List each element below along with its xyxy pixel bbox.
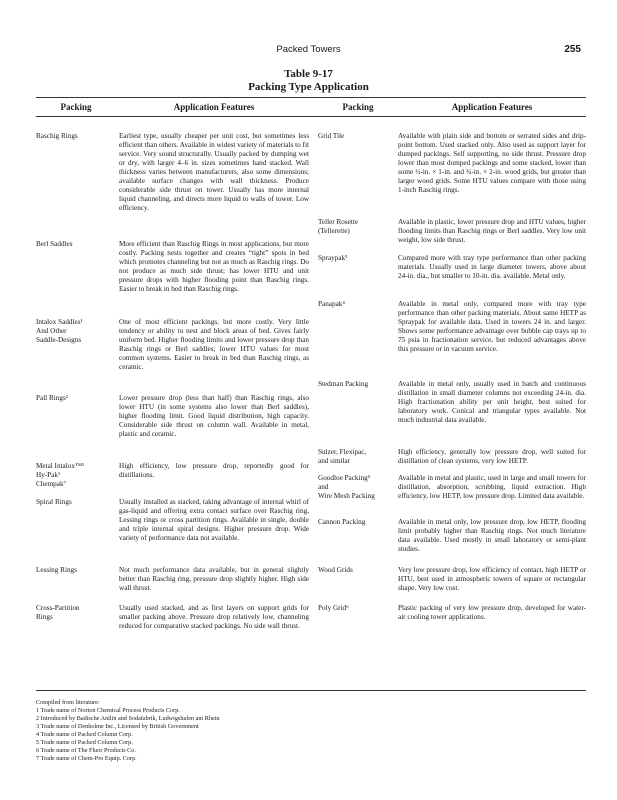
- packing-features: Not much performance data available, but in general slightly better than Raschig ring, pressure drop slightly higher. High side wall thrust.: [119, 566, 309, 592]
- packing-name: Cannon Packing: [318, 518, 366, 526]
- packing-name: Spiral Rings: [36, 498, 72, 506]
- footnote-line: 7 Trade name of Chem-Pro Equip. Corp.: [36, 755, 137, 762]
- packing-features: Very low pressure drop, low efficiency of contact, high HETP or HTU, best used in atmospheric towers of square or rectangular shape. Very low cost.: [398, 566, 586, 592]
- packing-name: Stedman Packing: [318, 380, 369, 388]
- footnote-line: 3 Trade name of Denholme Inc., Licensed by British Government: [36, 723, 199, 730]
- packing-name: Spraypak³: [318, 254, 348, 262]
- packing-name: Sulzer, Flexipac, and similar: [318, 448, 367, 465]
- table-top-rule: [36, 97, 586, 98]
- packing-name: Pall Rings²: [36, 394, 68, 402]
- packing-name: Raschig Rings: [36, 132, 78, 140]
- packing-name: Berl Saddles: [36, 240, 73, 248]
- packing-features: Available in plastic, lower pressure drop and HTU values, higher flooding limits than Raschig rings or Berl saddles. Very low unit weight, low side thrust.: [398, 218, 586, 244]
- packing-name: Wood Grids: [318, 566, 353, 574]
- footnote-line: 4 Trade name of Packed Column Corp.: [36, 731, 133, 738]
- table-footnotes: [36, 699, 576, 763]
- footnote-line: 6 Trade name of The Fluor Products Co.: [36, 747, 136, 754]
- running-head-title: Packed Towers: [276, 44, 341, 55]
- table-number: Table 9-17: [284, 68, 333, 80]
- packing-features: High efficiency, generally low pressure drop, well suited for distillation of clean systems, very low HETP.: [398, 448, 586, 465]
- packing-features: More efficient than Raschig Rings in most applications, but more costly. Packing nests together and creates “tight” spots in bed which promotes channeling but not as much as Raschig rings. Do not produce as much side thrust; has lower HTU and unit pressure drops with higher flooding point than Raschig rings. Easier to break in bed than Raschig rings.: [119, 240, 309, 293]
- footnote-line: 2 Introduced by Badische Anilin and Sodafabrik, Ludwigshafen am Rhein: [36, 715, 220, 722]
- packing-name: Lessing Rings: [36, 566, 77, 574]
- packing-name: Teller Rosette (Tellerette): [318, 218, 359, 235]
- table-title: Packing Type Application: [248, 81, 369, 93]
- packing-name: Goodloe Packing⁵ and Wire Mesh Packing: [318, 474, 375, 500]
- packing-features: Compared more with tray type performance than other packing materials. Usually used in large diameter towers, above about 24-in. dia., but smaller to 10-in. dia. available. Metal only.: [398, 254, 586, 280]
- packing-features: One of most efficient packings, but more costly. Very little tendency or ability to nest and block areas of bed. Gives fairly uniform bed. Higher flooding limits and lower pressure drop than Raschig rings or Berl saddles; lower HTU values for most common systems. Easier to break in bed than Raschig rings, as ceramic.: [119, 318, 309, 371]
- header-packing-left: Packing: [60, 102, 92, 112]
- packing-name: Poly Grid⁶: [318, 604, 349, 612]
- packing-features: Available with plain side and bottom or serrated sides and drip-point bottom. Used stacked only. Also used as support layer for dumped packings. Self supporting, no side thrust. Pressure drop lower than most dumped packings and some stacked, lower than some ½-in. × 1-in. and ¾-in. × 2-in. wood grids, but greater than larger wood grids. Some HTU values compare with those using 1-inch Raschig rings.: [398, 132, 586, 194]
- packing-features: Usually used stacked, and as first layers on support grids for smaller packing above. Pressure drop relatively low, channeling reduced for comparative stacked packings. No side wall thrust.: [119, 604, 309, 630]
- footnote-line: Compiled from literature:: [36, 699, 100, 706]
- header-features-right: Application Features: [451, 102, 533, 112]
- page-number: 255: [564, 44, 581, 55]
- packing-name: Cross-Partition Rings: [36, 604, 80, 621]
- packing-name: Panapak⁴: [318, 300, 345, 308]
- packing-features: Available in metal and plastic, used in large and small towers for distillation, absorption, scrubbing, liquid extraction. High efficiency, low HETP, low pressure drop. Limited data available.: [398, 474, 586, 500]
- packing-features: Available in metal only, compared more with tray type performance than other packing materials. About same HETP as Spraypak for available data. Used in towers 24 in. and larger. Shows some performance advantage over bubble cap trays up to 75 psia in fractionation service, but reduced advantages above this pressure or in vacuum service.: [398, 300, 586, 353]
- footnote-line: 5 Trade name of Packed Column Corp.: [36, 739, 133, 746]
- table-caption: [0, 68, 617, 94]
- packing-features: Lower pressure drop (less than half) than Raschig rings, also lower HTU (in some systems also lower than Berl saddles), higher flooding limit. Good liquid distribution, high capacity. Considerable side thrust on column wall. Available in metal, plastic and ceramic.: [119, 394, 309, 438]
- packing-name: Metal Intalox™¹ Hy-Pak¹ Chempak⁷: [36, 462, 85, 488]
- packing-name: Intalox Saddles¹ And Other Saddle-Designs: [36, 318, 83, 344]
- table-header-rule: [36, 116, 586, 117]
- header-packing-right: Packing: [342, 102, 374, 112]
- packing-name: Grid Tile: [318, 132, 345, 140]
- packing-features: Plastic packing of very low pressure drop, developed for water-air cooling tower applications.: [398, 604, 586, 621]
- packing-features: High efficiency, low pressure drop, reportedly good for distillations.: [119, 462, 309, 479]
- packing-features: Usually installed as stacked, taking advantage of internal whirl of gas-liquid and offering extra contact surface over Raschig ring, Lessing rings or cross partition rings. Available in single, double and triple internal spiral designs. Higher pressure drop. Wide variety of performance data not available.: [119, 498, 309, 542]
- header-features-left: Application Features: [173, 102, 255, 112]
- packing-features: Earliest type, usually cheaper per unit cost, but sometimes less efficient than others. Available in widest variety of materials to fit service. Very sound structurally. Usually packed by dumping wet or dry, with larger 4–6 in. sizes sometimes hand stacked. Wall thickness varies between manufacturers, also some dimensions; available surface changes with wall thickness. Produce considerable side thrust on tower. Usually has more internal liquid channeling, and directs more liquid to walls of tower. Low efficiency.: [119, 132, 309, 212]
- table-bottom-rule: [36, 690, 586, 691]
- footnote-line: 1 Trade name of Norton Chemical Process Products Corp.: [36, 707, 180, 714]
- packing-features: Available in metal only, usually used in batch and continuous distillation in small diameter columns not exceeding 24-in. dia. High fractionation ability per unit height, best suited for laboratory work. Conical and triangular types available. Not much industrial data available.: [398, 380, 586, 424]
- packing-features: Available in metal only, low pressure drop, low HETP, flooding limit probably higher than Raschig rings. Not much literature data available. Used mostly in small laboratory or semi-plant studies.: [398, 518, 586, 553]
